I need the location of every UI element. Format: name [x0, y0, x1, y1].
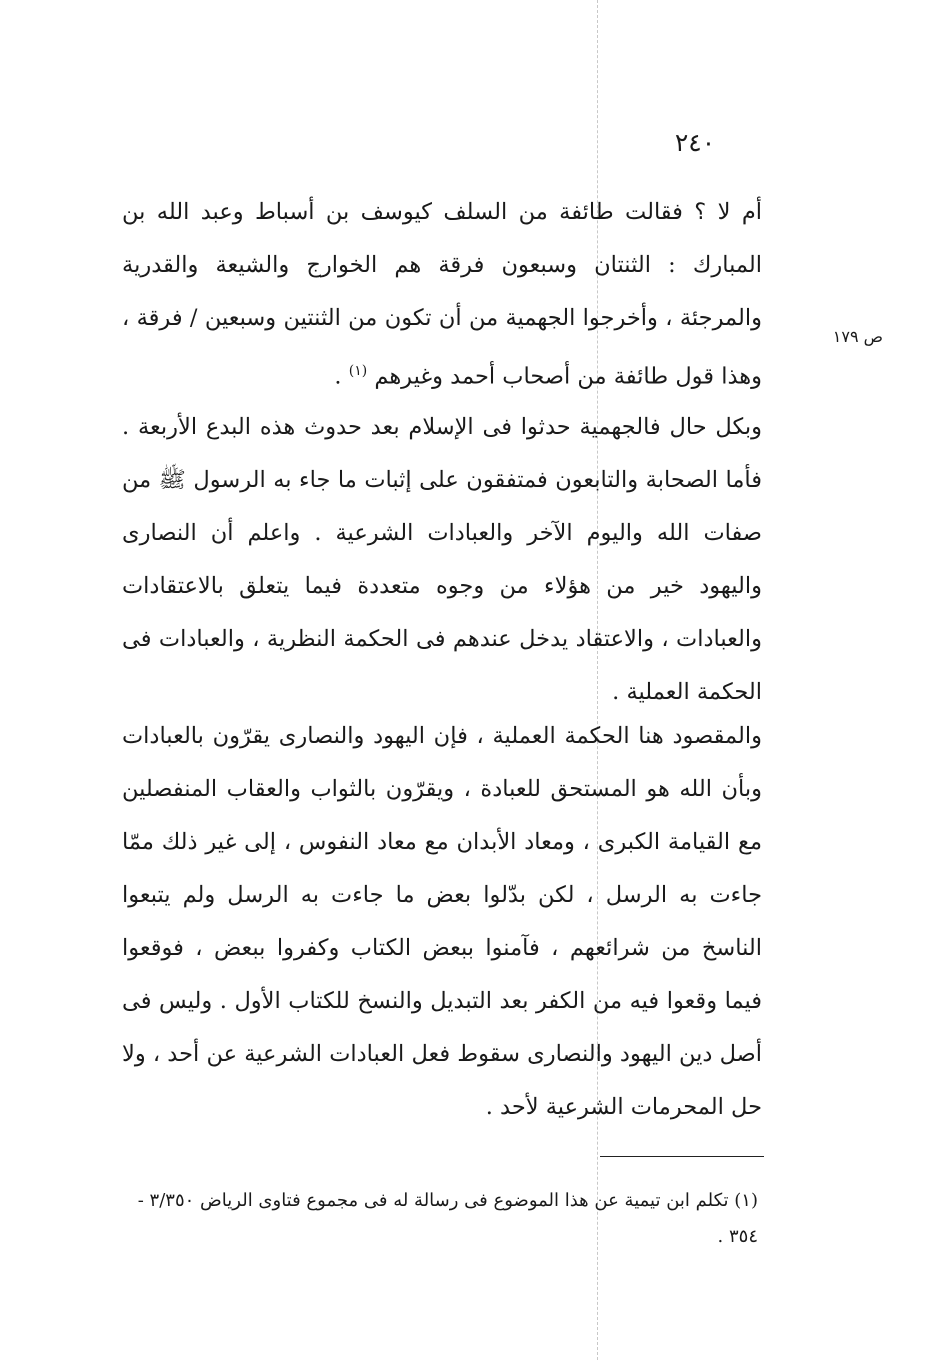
paragraph-3: والمقصود هنا الحكمة العملية ، فإن اليهود والنصارى يقرّون بالعبادات وبأن الله هو المستحق للعبادة ، ويقرّون بالثواب والعقاب المنفصلين مع القيامة الكبرى ، ومعاد الأبدان مع معاد النفوس ، إلى غير ذلك ممّا جاءت به الرسل ، لكن بدّلوا بعض ما جاءت به الرسل ولم يتبعوا الناسخ من شرائعهم ، فآمنوا ببعض الكتاب وكفروا ببعض ، فوقعوا فيما وقعوا فيه من الكفر بعد التبديل والنسخ للكتاب الأول . وليس فى أصل دين اليهود والنصارى سقوط فعل العبادات الشرعية عن أحد ، ولا حل المحرمات الشرعية لأحد .	[122, 723, 762, 1120]
paragraph-2: وبكل حال فالجهمية حدثوا فى الإسلام بعد حدوث هذه البدع الأربعة . فأما الصحابة والتابعون فمتفقون على إثبات ما جاء به الرسول ﷺ من صفات الله واليوم الآخر والعبادات الشرعية . واعلم أن النصارى واليهود خير من هؤلاء من وجوه متعددة فيما يتعلق بالاعتقادات والعبادات ، والاعتقاد يدخل عندهم فى الحكمة النظرية ، والعبادات فى الحكمة العملية .	[122, 414, 762, 705]
page-number: ٢٤٠	[674, 128, 716, 157]
paragraph-1-end: .	[334, 363, 349, 390]
paragraph-1-text: أم لا ؟ فقالت طائفة من السلف كيوسف بن أسباط وعبد الله بن المبارك : الثنتان وسبعون فرقة هم الخوارج والشيعة والقدرية والمرجئة ، وأخرجوا الجهمية من أن تكون من الثنتين وسبعين / فرقة ، وهذا قول طائفة من أصحاب أحمد وغيرهم	[122, 199, 762, 390]
paragraph-1-block	[122, 186, 762, 404]
paragraph-3-block	[122, 710, 762, 1134]
footnote-separator	[600, 1156, 764, 1157]
footnote-marker: (١)	[734, 1190, 758, 1211]
footnote-reference: (١)	[348, 363, 368, 379]
margin-page-reference: ص ١٧٩	[832, 327, 883, 346]
footnote	[128, 1183, 758, 1255]
paragraph-1	[122, 186, 762, 404]
footnote-text: تكلم ابن تيمية عن هذا الموضوع فى رسالة له فى مجموع فتاوى الرياض ٣/٣٥٠ - ٣٥٤ .	[137, 1190, 758, 1247]
paragraph-2-block	[122, 401, 762, 719]
